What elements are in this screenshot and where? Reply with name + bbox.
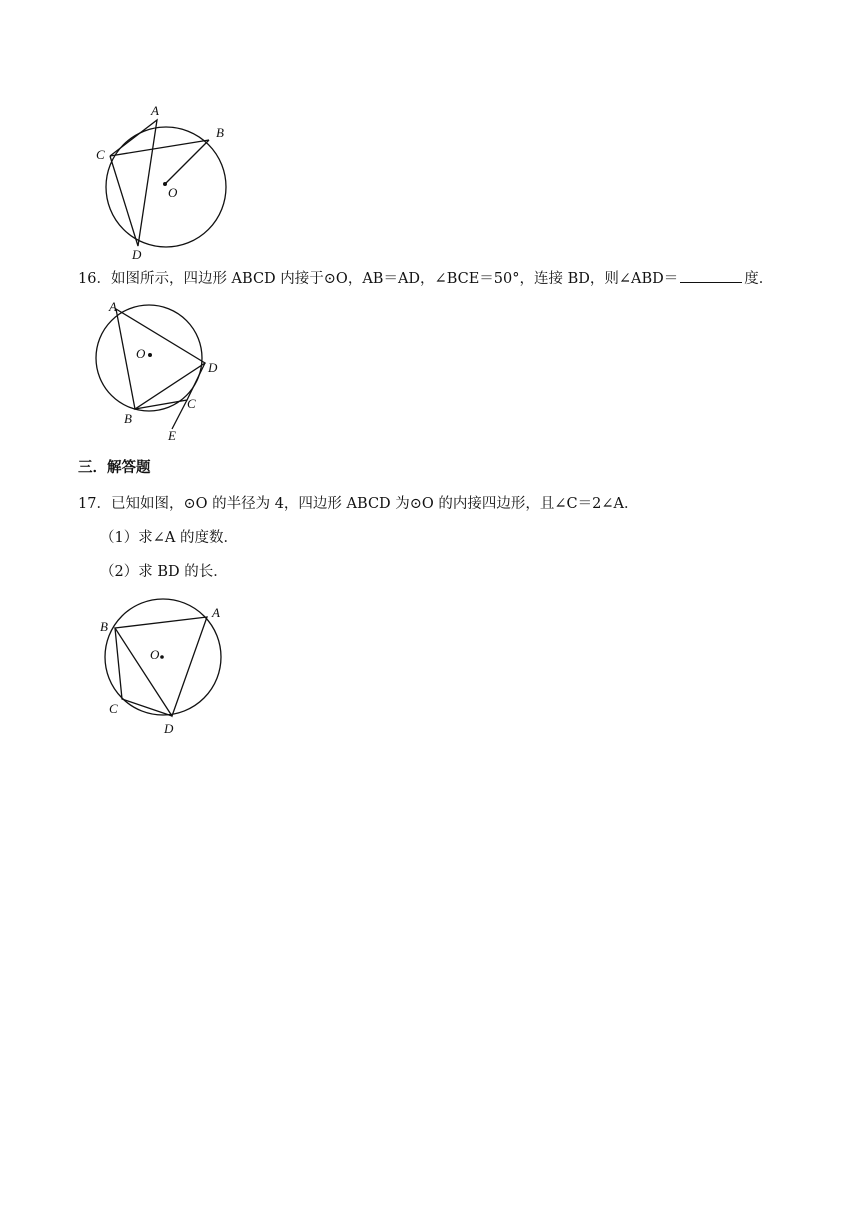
question-17-text: 已知如图，⊙O 的半径为 4，四边形 ABCD 为⊙O 的内接四边形，且∠C＝2∠A． <box>110 496 639 512</box>
question-17 <box>78 494 639 514</box>
figure-2-label-o: O <box>136 346 146 361</box>
figure-1-circle-diagram <box>90 98 240 263</box>
question-17-part-2: （2）求 BD 的长． <box>100 564 228 580</box>
figure-3-label-d: D <box>164 721 174 736</box>
figure-2-svg <box>90 296 230 446</box>
figure-1-label-c: C <box>96 147 105 162</box>
answer-blank[interactable] <box>680 268 742 283</box>
figure-3-label-c: C <box>109 701 118 716</box>
figure-2-circle-diagram <box>90 296 230 446</box>
figure-3-svg <box>95 596 235 741</box>
question-17-part-1: （1）求∠A 的度数． <box>100 530 238 546</box>
figure-2-label-e: E <box>168 428 176 443</box>
figure-2-label-a: A <box>109 299 117 314</box>
question-16-text: 如图所示，四边形 ABCD 内接于⊙O，AB＝AD，∠BCE＝50°，连接 BD，则∠ABD＝ <box>110 271 679 287</box>
figure-1-label-b: B <box>216 125 224 140</box>
section-title: 三．解答题 <box>78 459 151 476</box>
figure-2-label-d: D <box>208 360 218 375</box>
question-16 <box>78 268 773 289</box>
figure-3-label-a: A <box>212 605 220 620</box>
figure-3-circle-diagram <box>95 596 235 741</box>
figure-2-label-b: B <box>124 411 132 426</box>
figure-2-label-c: C <box>187 396 196 411</box>
question-16-number: 16． <box>78 271 111 287</box>
figure-1-label-d: D <box>132 247 142 262</box>
figure-3-label-b: B <box>100 619 108 634</box>
question-17-number: 17． <box>78 496 111 512</box>
question-16-unit: 度． <box>744 271 774 287</box>
figure-1-label-o: O <box>168 185 178 200</box>
figure-1-label-a: A <box>151 103 159 118</box>
figure-3-label-o: O <box>150 647 160 662</box>
figure-1-svg <box>90 98 240 263</box>
